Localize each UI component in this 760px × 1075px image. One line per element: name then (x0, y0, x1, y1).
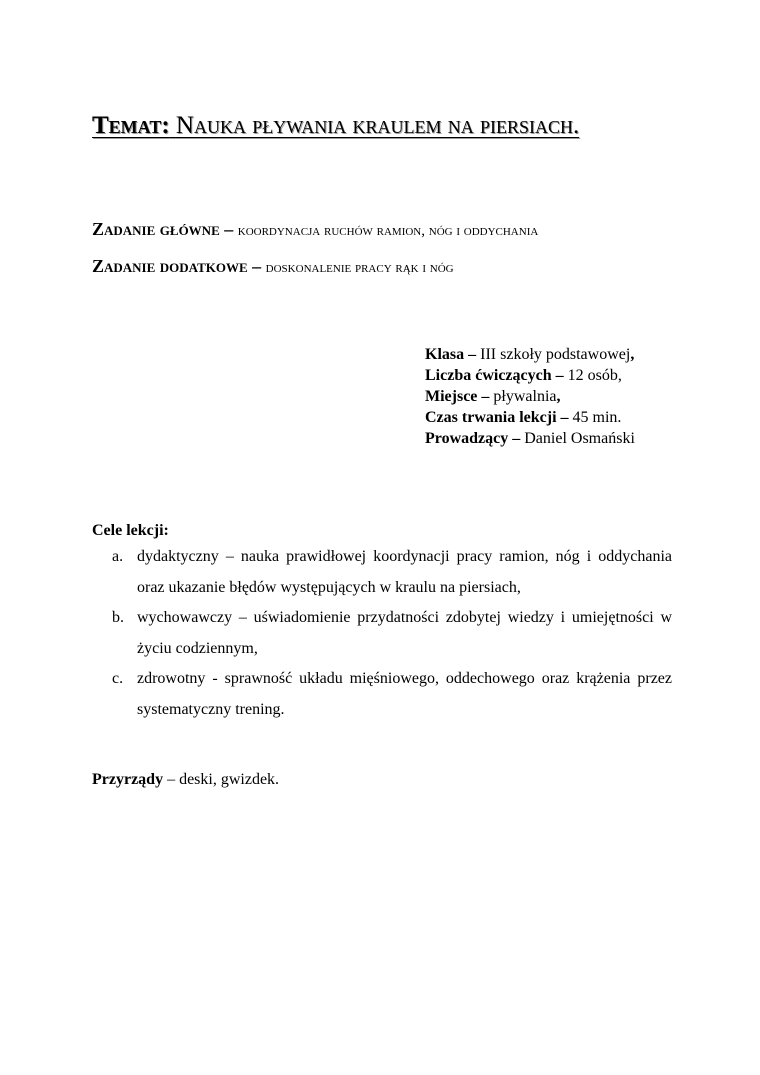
goal-item (112, 542, 672, 603)
additional-task (92, 256, 454, 277)
info-label: Prowadzący – (425, 430, 521, 447)
info-label: Klasa – (425, 346, 477, 363)
info-end: , (630, 346, 635, 363)
info-end: , (556, 388, 561, 405)
info-row-place (425, 386, 635, 407)
additional-task-text: doskonalenie pracy rąk i nóg (265, 260, 454, 276)
info-row-participants (425, 365, 635, 386)
info-label: Czas trwania lekcji – (425, 409, 569, 426)
equipment-text: – deski, gwizdek. (163, 771, 280, 788)
info-value: Daniel Osmański (520, 430, 635, 447)
main-task-separator: – (219, 219, 238, 239)
main-task (92, 219, 538, 240)
goal-marker: a. (112, 548, 124, 565)
info-value: 45 min. (568, 409, 622, 426)
title-label: Temat: (92, 112, 170, 139)
equipment-line (92, 771, 279, 789)
title-text: Nauka pływania kraulem na piersiach. (175, 112, 580, 139)
info-value: 12 osób, (563, 367, 622, 384)
goal-text: dydaktyczny – nauka prawidłowej koordynacji pracy ramion, nóg i oddychania oraz ukazanie błędów występujących w kraulu na piersiach, (137, 548, 672, 596)
goal-item (112, 603, 672, 664)
info-row-class (425, 344, 635, 365)
lesson-title (92, 112, 579, 140)
info-row-instructor (425, 428, 635, 449)
additional-task-separator: – (247, 256, 266, 276)
lesson-info (425, 344, 635, 449)
equipment-label: Przyrządy (92, 771, 164, 788)
info-row-duration (425, 407, 635, 428)
goal-item (112, 664, 672, 725)
goal-marker: c. (112, 670, 124, 687)
info-label: Liczba ćwiczących – (425, 367, 564, 384)
main-task-label: Zadanie główne (92, 219, 220, 239)
info-value: III szkoły podstawowej (476, 346, 631, 363)
goals-heading: Cele lekcji: (92, 522, 169, 539)
goal-text: wychowawczy – uświadomienie przydatności zdobytej wiedzy i umiejętności w życiu codziennym, (137, 609, 672, 657)
goals-list (112, 542, 672, 725)
main-task-text: koordynacja ruchów ramion, nóg i oddychania (237, 223, 539, 239)
info-label: Miejsce – (425, 388, 490, 405)
info-value: pływalnia (489, 388, 557, 405)
goal-marker: b. (112, 609, 124, 626)
goal-text: zdrowotny - sprawność układu mięśniowego, oddechowego oraz krążenia przez systematyczny trening. (137, 670, 672, 718)
additional-task-label: Zadanie dodatkowe (92, 256, 248, 276)
